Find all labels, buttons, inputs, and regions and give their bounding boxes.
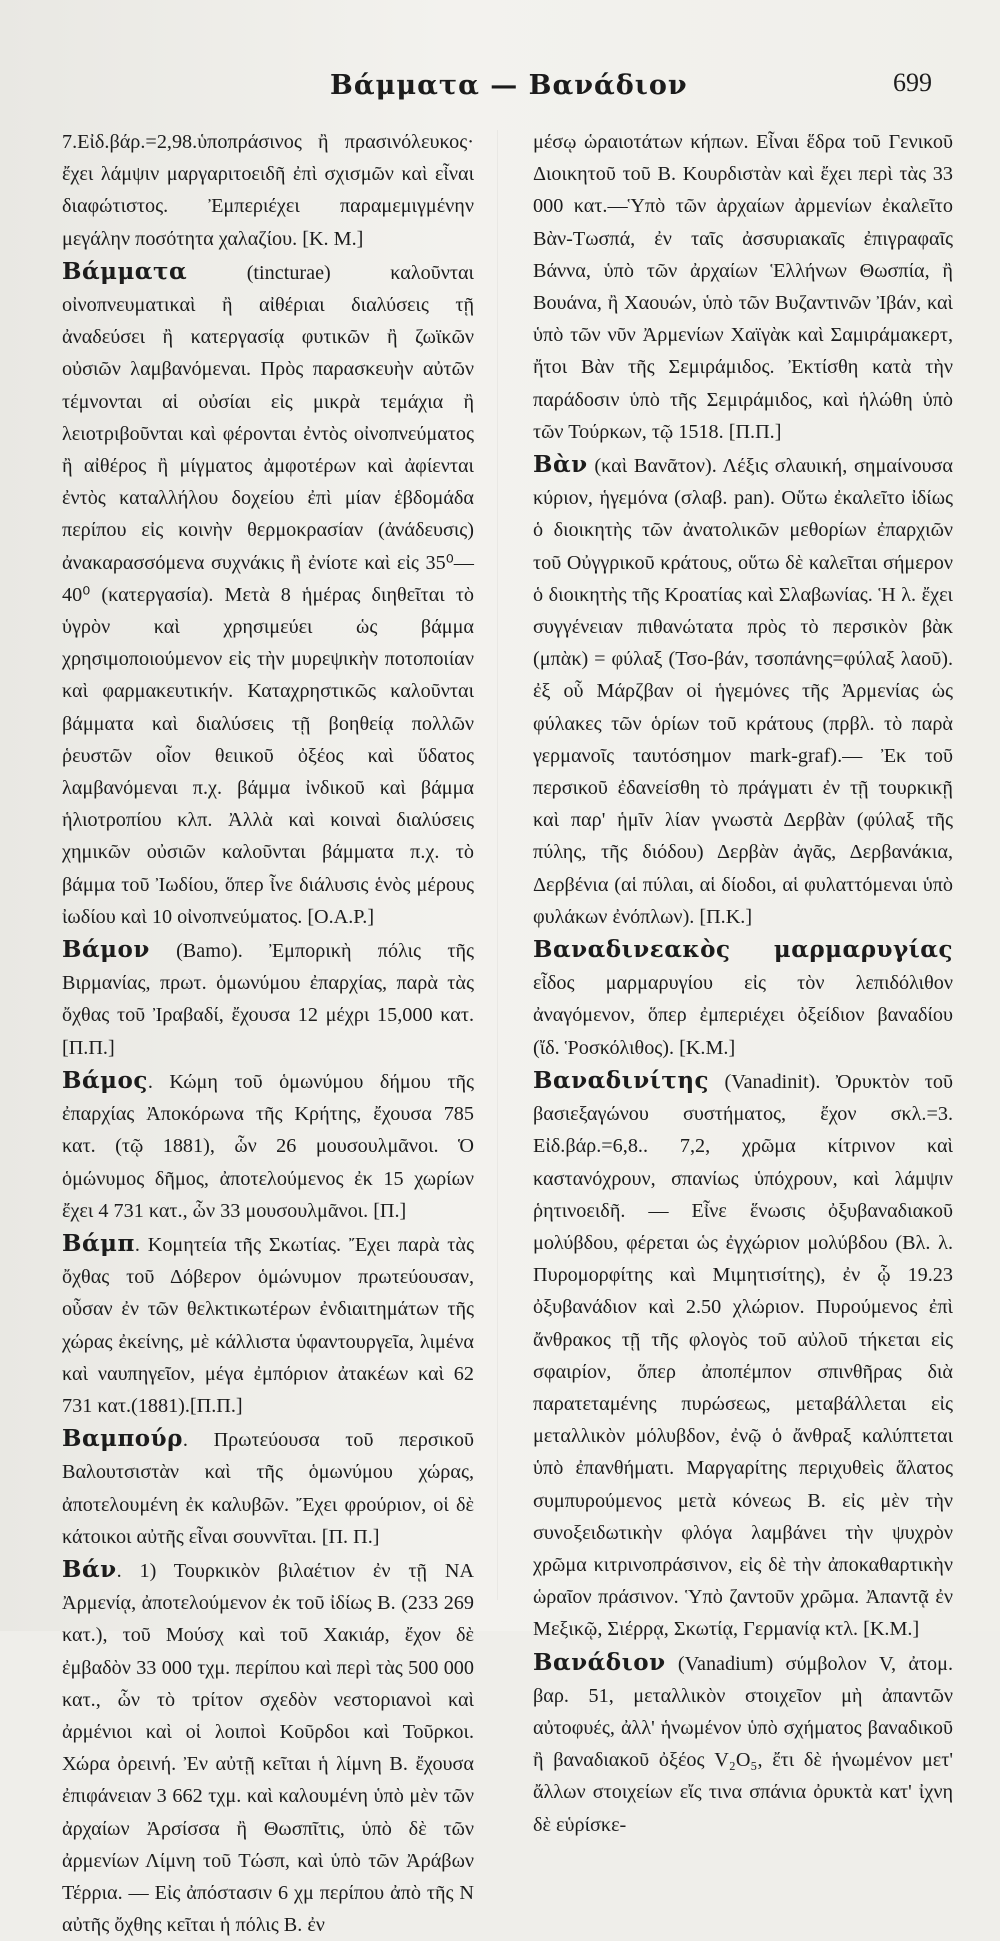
column-gutter — [497, 130, 498, 1600]
entry-continuation: μέσῳ ὡραιοτάτων κήπων. Εἶναι ἕδρα τοῦ Γενικοῦ Διοικητοῦ τοῦ Β. Κουρδιστὰν καὶ ἔχει περὶ τὰς 33 000 κατ.—Ὑπὸ τῶν ἀρχαίων ἀρμενίων ἐκαλεῖτο Βὰν-Τωσπά, ἐν ταῖς ἀσσυριακαῖς ἐπιγραφαῖς Βάννα, ὑπὸ τῶν ἀρχαίων Ἑλλήνων Θωσπία, ἢ Βουάνα, ἢ Χαουών, ὑπὸ τῶν Βυζαντινῶν Ἰβάν, καὶ ὑπὸ τῶν νῦν Ἀρμενίων Χαϊγὰκ καὶ Σαμιράμακερτ, ἤτοι Βὰν τῆς Σεμιράμιδος. Ἐκτίσθη κατὰ τὴν παράδοσιν ὑπὸ τῆς Σεμιράμιδος, καὶ ἡλώθη ὑπὸ τῶν Τούρκων, τῷ 1518. [Π.Π.] — [533, 131, 953, 443]
entry-vammata — [62, 256, 474, 933]
right-column — [533, 126, 953, 1841]
entry-van — [62, 1554, 474, 1941]
entry-text: (Bamo). Ἐμπορικὴ πόλις τῆς Βιρμανίας, πρωτ. ὁμωνύμου ἐπαρχίας, παρὰ τὰς ὄχθας τοῦ Ἰραβαδί, ἔχουσα 12 μέχρι 15,000 κατ. [Π.Π.] — [62, 940, 474, 1059]
headword: Βὰν — [533, 451, 588, 479]
entry-vanadineakos — [533, 934, 953, 1064]
entry-text: . Κομητεία τῆς Σκωτίας. Ἔχει παρὰ τὰς ὄχθας τοῦ Δόβερον ὁμώνυμον πρωτεύουσαν, οὖσαν ἐν τῶν θελκτικωτέρων ἐνδιαιτημάτων τῆς χώρας ἐκείνης, μὲ κάλλιστα ὑφαντουργεῖα, λιμένα καὶ ναυπηγεῖον, μέγα ἐμπόριον ἀτακέων καὶ 62 731 κατ.(1881).[Π.Π.] — [62, 1233, 474, 1417]
entry-text: . Πρωτεύουσα τοῦ περσικοῦ Βαλουτσιστὰν καὶ τῆς ὁμωνύμου χώρας, ἀποτελουμένη ἐκ καλυβῶν. Ἔχει φρούριον, οἱ δὲ κάτοικοι αὐτῆς εἶναι σουννῖται. [Π. Π.] — [62, 1429, 474, 1548]
entry-text: εἶδος μαρμαρυγίου εἰς τὸν λεπιδόλιθον ἀναγόμενον, ὅπερ ἐμπεριέχει ὀξείδιον βαναδίου (ἴδ. Ῥοσκόλιθος). [Κ.Μ.] — [533, 972, 953, 1059]
headword: Βανάδιον — [533, 1648, 666, 1676]
headword: Βάμπ — [62, 1229, 135, 1257]
page-running-title: Βάμματα — Βανάδιον — [330, 70, 688, 101]
entry-continuation: 7.Εἰδ.βάρ.=2,98.ὑποπράσινος ἢ πρασινόλευκος· ἔχει λάμψιν μαργαριτοειδῆ ἐπὶ σχισμῶν καὶ εἶναι διαφώτιστος. Ἐμπεριέχει παραμεμιγμένην μεγάλην ποσότητα χαλαζίου. [Κ. Μ.] — [62, 131, 474, 250]
left-column — [62, 126, 474, 1941]
headword: Βάμος — [62, 1066, 148, 1094]
headword: Βαναδινεακὸς μαρμαρυγίας — [533, 936, 953, 964]
entry-vanadinitis — [533, 1065, 953, 1646]
entry-vamos — [62, 1065, 474, 1227]
entry-text: . 1) Τουρκικὸν βιλαέτιον ἐν τῇ ΝΑ Ἀρμενίᾳ, ἀποτελούμενον ἐκ τοῦ ἰδίως Β. (233 269 κατ.), τοῦ Μούσχ καὶ τοῦ Χακιάρ, ἔχον δὲ ἐμβαδὸν 33 000 τχμ. περίπου καὶ περὶ τὰς 500 000 κατ., ὧν τὸ τρίτον σχεδὸν νεστοριανοὶ καὶ ἀρμένιοι καὶ οἱ λοιποὶ Κοῦρδοι καὶ Τοῦρκοι. Χώρα ὀρεινή. Ἐν αὐτῇ κεῖται ἡ λίμνη Β. ἔχουσα ἐπιφάνειαν 3 662 τχμ. καὶ καλουμένη ὑπὸ μὲν τῶν ἀρχαίων Ἀρσίσσα ἢ Θωσπῖτις, ὑπὸ δὲ τῶν ἀρμενίων Λίμνη τοῦ Τώσπ, καὶ ὑπὸ τῶν Ἀράβων Τέρρια. — Εἰς ἀπόστασιν 6 χμ περίπου ἀπὸ τῆς Ν αὐτῆς ὄχθης κεῖται ἡ πόλις Β. ἐν — [62, 1559, 474, 1937]
entry-vamon — [62, 934, 474, 1064]
entry-text: (καὶ Βανᾶτον). Λέξις σλαυική, σημαίνουσα κύριον, ἡγεμόνα (σλαβ. pan). Οὕτω ἐκαλεῖτο ἰδίως ὁ διοικητὴς τῶν ἀνατολικῶν μεθορίων ἐπαρχιῶν τοῦ Οὐγγρικοῦ κράτους, οὕτω δὲ καλεῖται σήμερον ὁ διοικητὴς τῆς Κροατίας καὶ Σλαβωνίας. Ἡ λ. ἔχει συγγένειαν πιθανώτατα πρὸς τὸ περσικὸν βὰκ (μπὰκ) = φύλαξ (Τσο-βάν, τσοπάνης=φύλαξ λαοῦ). ἐξ οὗ Μάρζβαν οἱ ἡγεμόνες τῆς Ἀρμενίας ὡς φύλακες τῶν ὁρίων τοῦ κράτους (πρβλ. τὸ παρὰ γερμανοῖς ταυτόσημον mark-graf).— Ἐκ τοῦ περσικοῦ ἐδανείσθη τὸ πράγματι ἐν τῇ τουρκικῇ καὶ παρ' ἡμῖν λίαν γνωστὰ Δερβὰν (φύλαξ τῆς πύλης, τῆς διόδου) Δερβὰν ἀγᾶς, Δερβανάκια, Δερβένια (αἱ πύλαι, αἱ δίοδοι, αἱ φυλαττόμεναι ὑπὸ φυλάκων ἐνόπλων). [Π.Κ.] — [533, 455, 953, 928]
entry-text: . Κώμη τοῦ ὁμωνύμου δήμου τῆς ἐπαρχίας Ἀποκόρωνα τῆς Κρήτης, ἔχουσα 785 κατ. (τῷ 1881), ὧν 26 μουσουλμᾶνοι. Ὁ ὁμώνυμος δῆμος, ἀποτελούμενος ἐκ 15 χωρίων ἔχει 4 731 κατ., ὧν 33 μουσουλμᾶνοι. [Π.] — [62, 1070, 474, 1222]
entry-vamp — [62, 1228, 474, 1422]
headword: Βαναδινίτης — [533, 1066, 710, 1094]
headword: Βάν — [62, 1555, 117, 1583]
entry-text: (Vanadium) σύμβολον V, ἀτομ. βαρ. 51, μεταλλικὸν στοιχεῖον μὴ ἀπαντῶν αὐτοφυές, ἀλλ' ἡνωμένον ὑπὸ σχήματος βαναδικοῦ ἢ βαναδιακοῦ ὀξέος V₂O₅, ἔτι δὲ ἡνωμένον μετ' ἄλλων στοιχείων εἴς τινα σπάνια ὀρυκτὰ κατ' ἰχνη δὲ εὑρίσκε- — [533, 1652, 953, 1836]
entry-text: (tincturae) καλοῦνται οἰνοπνευματικαὶ ἢ αἰθέριαι διαλύσεις τῇ ἀναδεύσει ἢ κατεργασίᾳ φυτικῶν ἢ ζωϊκῶν οὐσιῶν λαμβανόμεναι. Πρὸς παρασκευὴν αὐτῶν τέμνονται αἱ οὐσίαι εἰς μικρὰ τεμάχια ἢ λειοτριβοῦνται καὶ φέρονται ἐντὸς οἰνοπνεύματος ἢ αἰθέρος ἢ μίγματος ἀμφοτέρων καὶ ἀφίενται ἐντὸς καταλλήλου δοχείου ἐπὶ μίαν ἑβδομάδα περίπου εἰς κοινὴν θερμοκρασίαν (ἀνάδευσις) ἀνακαρασσόμενα συχνάκις ἢ ἐνίοτε καὶ εἰς 35⁰—40⁰ (κατεργασία). Μετὰ 8 ἡμέρας διηθεῖται τὸ ὑγρὸν καὶ χρησιμεύει ὡς βάμμα χρησιμοποιούμενον εἰς τὴν μυρεψικὴν ποτοποιίαν καὶ φαρμακευτικήν. Καταχρηστικῶς καλοῦνται βάμματα καὶ διαλύσεις τῇ βοηθείᾳ πολλῶν ῥευστῶν οἷον θειικοῦ ὀξέος καὶ ὕδατος λαμβανόμεναι π.χ. βάμμα ἰνδικοῦ καὶ βάμμα ἡλιοτροπίου κλπ. Ἀλλὰ καὶ κοιναὶ διαλύσεις χημικῶν οὐσιῶν καλοῦνται βάμματα π.χ. τὸ βάμμα τοῦ Ἰωδίου, ὅπερ ἶνε διάλυσις ἑνὸς μέρους ἰωδίου καὶ 10 οἰνοπνεύματος. [Ο.Α.Ρ.] — [62, 261, 474, 928]
headword: Βάμματα — [62, 257, 188, 285]
running-head — [0, 62, 1000, 106]
entry-text: (Vanadinit). Ὀρυκτὸν τοῦ βασιεξαγώνου συστήματος, ἔχον σκλ.=3. Εἰδ.βάρ.=6,8.. 7,2, χρῶμα κίτρινον καὶ καστανόχρουν, σπανίως ὑπόχρουν, καὶ λάμψιν ῥητινοειδῆ. — Εἶνε ἕνωσις ὀξυβαναδιακοῦ μολύβδου, φέρεται ὡς ἐγχώριον μολύβδου (Βλ. λ. Πυρομορφίτης καὶ Μιμητισίτης), ἐν ᾧ 19.23 ὀξυβανάδιον καὶ 2.50 χλώριον. Πυρούμενος ἐπὶ ἄνθρακος τῇ τῆς φλογὸς τοῦ αὐλοῦ τήκεται εἰς σφαιρίον, ὅπερ ἀποπέμπον σπινθῆρας διὰ παρατεταμένης πυρώσεως, μεταβάλλεται εἰς μεταλλικὸν μόλυβδον, ἐνῷ ὁ ἄνθραξ καλύπτεται ὑπὸ ἐπανθήματι. Μαργαρίτης περιχυθεὶς ἅλατος συμπυρούμενος μετὰ κόνεως Β. εἰς μὲν τὴν συνοξειδωτικὴν φλόγα λαμβάνει τὴν ψυχρὸν χρῶμα κιτρινοπράσινον, εἰς δὲ τὴν ἀποκαθαρτικὴν ὡραῖον πράσινον. Ὑπὸ ζαντοῦν χρῶμα. Ἀπαντᾷ ἐν Μεξικῷ, Σιέρρᾳ, Σκωτίᾳ, Γερμανίᾳ κτλ. [Κ.Μ.] — [533, 1070, 953, 1641]
headword: Βαμπούρ — [62, 1425, 183, 1453]
page-number: 699 — [893, 68, 932, 97]
headword: Βάμον — [62, 936, 150, 964]
entry-van-title — [533, 449, 953, 933]
entry-vampour — [62, 1423, 474, 1553]
entry-vanadion — [533, 1647, 953, 1841]
